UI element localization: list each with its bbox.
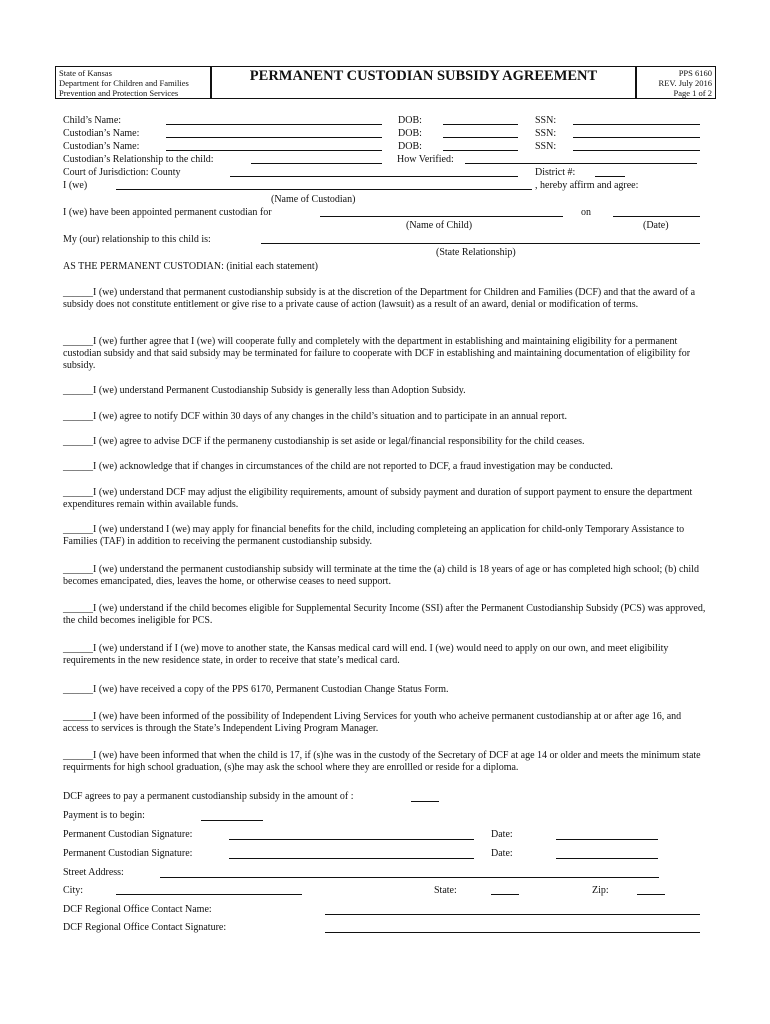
subsidy-amount-field[interactable] bbox=[411, 801, 439, 802]
signature1-label: Permanent Custodian Signature: bbox=[63, 829, 193, 840]
street-address-label: Street Address: bbox=[63, 867, 124, 878]
city-field[interactable] bbox=[116, 894, 302, 895]
relationship-label: Custodian’s Relationship to the child: bbox=[63, 154, 214, 165]
page-number: Page 1 of 2 bbox=[673, 88, 712, 98]
initial-heading: AS THE PERMANENT CUSTODIAN: (initial each statement) bbox=[63, 261, 318, 272]
statement-3[interactable]: ______I (we) understand Permanent Custodianship Subsidy is generally less than Adoption Subsidy. bbox=[63, 385, 466, 396]
dob-label-3: DOB: bbox=[398, 141, 422, 152]
childs-name-label: Child’s Name: bbox=[63, 115, 122, 126]
statement-12[interactable]: ______I (we) have received a copy of the PPS 6170, Permanent Custodian Change Status Form. bbox=[63, 684, 449, 695]
form-number: PPS 6160 bbox=[678, 68, 712, 78]
how-verified-label: How Verified: bbox=[397, 154, 454, 165]
court-label: Court of Jurisdiction: County bbox=[63, 167, 181, 178]
ssn-label-2: SSN: bbox=[535, 128, 557, 139]
agency-line-1: State of Kansas bbox=[59, 68, 112, 78]
statement-11[interactable]: ______I (we) understand if I (we) move to another state, the Kansas medical card will end. I (we) would need to apply on our own, and meet eligibility requirements in the new residence state, in order to receive that state’s medical card. bbox=[63, 643, 669, 666]
date-label-2: Date: bbox=[491, 848, 513, 859]
childs-name-field[interactable] bbox=[166, 124, 382, 125]
appointed-date-field[interactable] bbox=[613, 216, 700, 217]
statement-6[interactable]: ______I (we) acknowledge that if changes in circumstances of the child are not reported to DCF, a fraud investigation may be conducted. bbox=[63, 461, 613, 472]
street-address-field[interactable] bbox=[160, 877, 659, 878]
contact-name-field[interactable] bbox=[325, 914, 700, 915]
contact-signature-field[interactable] bbox=[325, 932, 700, 933]
state-label: State: bbox=[434, 885, 457, 896]
ssn-field-3[interactable] bbox=[573, 150, 700, 151]
how-verified-field[interactable] bbox=[465, 163, 697, 164]
appointed-label: I (we) have been appointed permanent custodian for bbox=[63, 207, 272, 218]
custodian-name-affirm-field[interactable] bbox=[116, 189, 532, 190]
date-label-1: Date: bbox=[491, 829, 513, 840]
signature2-label: Permanent Custodian Signature: bbox=[63, 848, 193, 859]
form-title: PERMANENT CUSTODIAN SUBSIDY AGREEMENT bbox=[249, 68, 598, 84]
statement-10[interactable]: ______I (we) understand if the child becomes eligible for Supplemental Security Income (SSI) after the Permanent Custodianship Subsidy (PCS) was approved, the child becomes ineligible for PCS. bbox=[63, 603, 706, 626]
statement-1[interactable]: ______I (we) understand that permanent custodianship subsidy is at the discretion of the Department for Children and Families (DCF) and that the award of a subsidy does not constitute entitlement or give rise to a private cause of action (lawsuit) as a result of an award, denial or modification of terms. bbox=[63, 287, 696, 310]
agency-line-3: Prevention and Protection Services bbox=[59, 88, 179, 98]
custodian2-name-field[interactable] bbox=[166, 150, 382, 151]
affirm-text: , hereby affirm and agree: bbox=[535, 180, 639, 191]
on-label: on bbox=[581, 207, 591, 218]
dob-field-3[interactable] bbox=[443, 150, 518, 151]
date-field-2[interactable] bbox=[556, 858, 658, 859]
statement-5[interactable]: ______I (we) agree to advise DCF if the permaneny custodianship is set aside or legal/financial responsibility for the child ceases. bbox=[63, 436, 585, 447]
statement-7[interactable]: ______I (we) understand DCF may adjust the eligibility requirements, amount of subsidy payment and duration of support payment to ensure the department expenditures remain within available funds. bbox=[63, 487, 693, 510]
custodian2-name-label: Custodian’s Name: bbox=[63, 141, 140, 152]
form-revision: REV. July 2016 bbox=[658, 78, 712, 88]
contact-signature-label: DCF Regional Office Contact Signature: bbox=[63, 922, 227, 933]
state-relationship-caption: (State Relationship) bbox=[436, 247, 516, 258]
dob-label-1: DOB: bbox=[398, 115, 422, 126]
zip-label: Zip: bbox=[592, 885, 609, 896]
agency-line-2: Department for Children and Families bbox=[59, 78, 189, 88]
appointed-child-field[interactable] bbox=[320, 216, 563, 217]
dob-field-1[interactable] bbox=[443, 124, 518, 125]
payment-begin-label: Payment is to begin: bbox=[63, 810, 145, 821]
name-of-custodian-caption: (Name of Custodian) bbox=[271, 194, 356, 205]
subsidy-amount-label: DCF agrees to pay a permanent custodianship subsidy in the amount of : bbox=[63, 791, 354, 802]
payment-begin-field[interactable] bbox=[201, 820, 263, 821]
statement-8[interactable]: ______I (we) understand I (we) may apply for financial benefits for the child, including completeing an application for child-only Temporary Assistance to Families (TAF) in addition to receiving the permanent custodianship subsidy. bbox=[63, 524, 685, 547]
custodian1-name-label: Custodian’s Name: bbox=[63, 128, 140, 139]
custodian1-name-field[interactable] bbox=[166, 137, 382, 138]
statement-4[interactable]: ______I (we) agree to notify DCF within 30 days of any changes in the child’s situation and to participate in an annual report. bbox=[63, 411, 568, 422]
district-label: District #: bbox=[535, 167, 576, 178]
zip-field[interactable] bbox=[637, 894, 665, 895]
ssn-field-2[interactable] bbox=[573, 137, 700, 138]
statement-14[interactable]: ______I (we) have been informed that when the child is 17, if (s)he was in the custody of the Secretary of DCF at age 14 or older and meets the minimum state requirments for high school graduation, (s)he may ask the school where they are enrollled or reside for a diploma. bbox=[63, 750, 701, 773]
i-we-label: I (we) bbox=[63, 180, 88, 191]
ssn-label-1: SSN: bbox=[535, 115, 557, 126]
date-caption: (Date) bbox=[643, 220, 669, 231]
signature1-field[interactable] bbox=[229, 839, 474, 840]
dob-field-2[interactable] bbox=[443, 137, 518, 138]
statement-9[interactable]: ______I (we) understand the permanent custodianship subsidy will terminate at the time the (a) child is 18 years of age or has completed high school; (b) child becomes emancipated, dies, leaves the home, or otherwise ceases to need support. bbox=[63, 564, 699, 587]
signature2-field[interactable] bbox=[229, 858, 474, 859]
state-field[interactable] bbox=[491, 894, 519, 895]
my-relationship-label: My (our) relationship to this child is: bbox=[63, 234, 211, 245]
dob-label-2: DOB: bbox=[398, 128, 422, 139]
statement-13[interactable]: ______I (we) have been informed of the possibility of Independent Living Services for youth who acheive permanent custodianship at or after age 16, and access to services is through the State’s Independent Living Program Manager. bbox=[63, 711, 682, 734]
ssn-label-3: SSN: bbox=[535, 141, 557, 152]
name-of-child-caption: (Name of Child) bbox=[406, 220, 473, 231]
county-field[interactable] bbox=[230, 176, 518, 177]
ssn-field-1[interactable] bbox=[573, 124, 700, 125]
relationship-field[interactable] bbox=[251, 163, 382, 164]
date-field-1[interactable] bbox=[556, 839, 658, 840]
district-field[interactable] bbox=[595, 176, 625, 177]
city-label: City: bbox=[63, 885, 84, 896]
statement-2[interactable]: ______I (we) further agree that I (we) will cooperate fully and completely with the department in establishing and maintaining eligibility for a permanent custodian subsidy and that said subsidy may be terminated for failure to cooperate with DCF in establishing and maintaining documentation of eligibility for subsidy. bbox=[63, 336, 691, 371]
contact-name-label: DCF Regional Office Contact Name: bbox=[63, 904, 212, 915]
my-relationship-field[interactable] bbox=[261, 243, 700, 244]
